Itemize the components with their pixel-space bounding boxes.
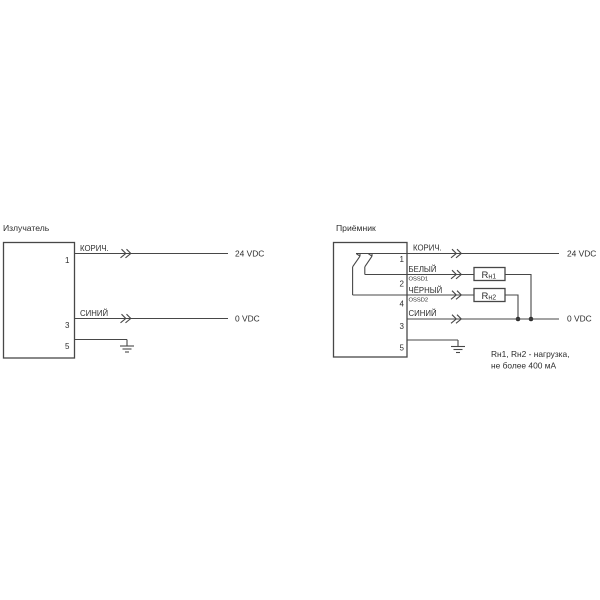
emitter-24vdc-label: 24 VDC [235,248,265,259]
emitter-box [4,243,75,359]
receiver-white-wire-label: БЕЛЫЙ [408,265,437,274]
receiver-title: Приёмник [336,223,376,233]
load-resistor-r1-label: Rн1 [481,270,497,281]
emitter-pin5-label: 5 [65,342,70,351]
receiver-brown-wire-label: КОРИЧ. [413,243,442,253]
ground-icon [120,340,134,353]
receiver-24vdc-label: 24 VDC [567,248,597,259]
receiver-ossd2-label: OSSD2 [408,297,429,304]
load-note-line2: не более 400 мА [491,360,557,371]
emitter-pin1-label: 1 [65,256,70,265]
emitter-diagram [3,223,264,358]
load-note-line1: Rн1, Rн2 - нагрузка, [491,349,570,359]
ground-icon [451,340,465,353]
ossd1-switch-icon [365,254,372,275]
emitter-title: Излучатель [3,223,50,233]
receiver-0vdc-label: 0 VDC [567,313,592,324]
receiver-diagram [334,223,597,371]
receiver-black-wire-label: ЧЁРНЫЙ [408,286,443,295]
receiver-pin2-label: 2 [399,279,404,289]
emitter-brown-wire-label: КОРИЧ. [80,244,109,253]
emitter-0vdc-label: 0 VDC [235,313,260,324]
r2-return-wire [505,295,518,319]
receiver-pin3-label: 3 [399,322,404,331]
emitter-pin3-label: 3 [65,321,70,330]
receiver-blue-wire-label: СИНИЙ [408,309,437,318]
receiver-pin1-label: 1 [399,255,404,264]
load-resistor-r2-label: Rн2 [481,291,497,302]
receiver-pin4-label: 4 [399,299,404,309]
ossd2-switch-icon [353,254,360,296]
receiver-pin5-label: 5 [399,343,404,353]
receiver-ossd1-label: OSSD1 [408,276,429,283]
emitter-blue-wire-label: СИНИЙ [80,309,109,318]
